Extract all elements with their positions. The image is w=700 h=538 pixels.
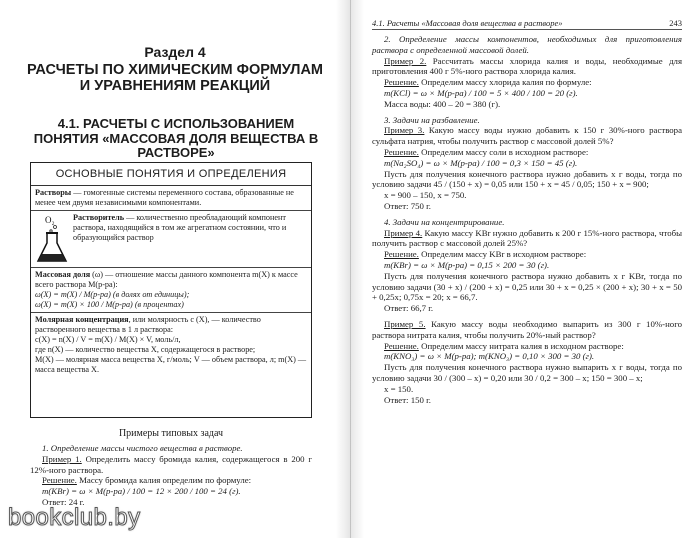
- example-5-solution: [372, 341, 682, 352]
- solvent-term: Растворитель: [73, 213, 125, 222]
- example-2-solution-text: Определим массу хлорида калия по формуле:: [418, 77, 592, 88]
- example-5-result: x = 150.: [384, 383, 414, 394]
- example-2-water: Масса воды: 400 – 20 = 380 (г).: [384, 98, 501, 109]
- example-2-statement: [372, 56, 682, 78]
- example-3-statement: [372, 125, 682, 147]
- mass-fraction-formula: ω(X) = m(X) × 100 / M(р-ра) (в процентах): [35, 300, 184, 309]
- section-title: РАСЧЕТЫ ПО ХИМИЧЕСКИМ ФОРМУЛАМ И УРАВНЕНИЯМ РЕАКЦИЙ: [27, 62, 323, 94]
- example-1-text: Определить массу бромида калия, содержащегося в 200 г 12%-ного раствора.: [30, 453, 312, 475]
- example-4-reasoning: Пусть для получения конечного раствора нужно добавить x г KBr, тогда по условию задачи (30 + x) / (200 + x) = 0,25 или 30 + x = 0,25 × (200 + x); 30 + x = 50 + 0,25x; 0,75x = 20; x = 66,7.: [372, 270, 682, 303]
- example-3-reasoning: Пусть для получения конечного раствора нужно добавить x г воды, тогда по условию задачи 45 / (150 + x) = 0,05 или 150 + x = 45 / 0,05; 150 + x = 900;: [372, 168, 682, 190]
- molarity-line: c(X) = n(X) / V = m(X) / M(X) × V, моль/л,: [35, 335, 181, 344]
- example-5-text: Какую массу воды необходимо выпарить из 300 г 10%-ного раствора нитрата калия, чтобы получить 20%-ный раствор?: [372, 318, 682, 340]
- example-5-statement: [372, 319, 682, 341]
- example-1-formula: m(KBr) = ω × M(р-ра) / 100 = 12 × 200 / 100 = 24 (г).: [42, 486, 241, 497]
- example-1-answer: Ответ: 24 г.: [42, 496, 85, 507]
- examples-title: Примеры типовых задач: [118, 428, 224, 439]
- mass-fraction-term: Массовая доля: [35, 270, 91, 279]
- right-page-body: [372, 34, 682, 405]
- example-3-answer: Ответ: 750 г.: [384, 200, 431, 211]
- definition-solutions: [31, 186, 311, 211]
- solution-label: Решение.: [42, 475, 77, 486]
- solutions-text: — гомогенные системы переменного состава, образованные не менее чем двумя независимыми компонентами.: [35, 188, 294, 207]
- molarity-line: где n(X) — количество вещества X, содержащегося в растворе;: [35, 345, 256, 354]
- task-3-heading: 3. Задачи на разбавление.: [384, 114, 480, 125]
- solution-label: Решение.: [384, 340, 419, 351]
- solution-label: Решение.: [384, 146, 419, 157]
- subsection-title: 4.1. РАСЧЕТЫ С ИСПОЛЬЗОВАНИЕМ ПОНЯТИЯ «МАССОВАЯ ДОЛЯ ВЕЩЕСТВА В РАСТВОРЕ»: [33, 116, 319, 160]
- definition-molarity: [31, 313, 311, 377]
- solution-label: Решение.: [384, 249, 419, 260]
- example-3-solution-text: Определим массу соли в исходном растворе:: [418, 146, 589, 157]
- example-3-result: x = 900 – 150, x = 750.: [384, 190, 467, 201]
- example-5-answer: Ответ: 150 г.: [384, 394, 431, 405]
- example-4-solution: [372, 249, 682, 260]
- example-3-formula: m(Na₂SO₄) = ω × M(р-ра) / 100 = 0,3 × 150 = 45 (г).: [384, 157, 578, 168]
- example-4-answer: Ответ: 66,7 г.: [384, 303, 434, 314]
- mass-fraction-text: (ω) — отношение массы данного компонента m(X) к массе всего раствора M(р-ра):: [35, 270, 298, 289]
- example-4-solution-text: Определим массу KBr в исходном растворе:: [418, 249, 587, 260]
- definition-solvent: [31, 211, 311, 268]
- solvent-text-block: [73, 213, 307, 243]
- example-2-label: Пример 2.: [384, 55, 427, 66]
- example-4-text: Какую массу KBr нужно добавить к 200 г 15%-ного раствора, чтобы получить раствор с массовой долей 25%?: [372, 227, 682, 249]
- example-5-reasoning: Пусть для получения конечного раствора нужно выпарить x г воды, тогда по условию задачи 30 / (300 – x) = 0,20 или 30 / 0,2 = 300 – x; 150 = 300 – x;: [372, 362, 682, 383]
- example-1-solution: [30, 475, 312, 486]
- task-1-heading: 1. Определение массы чистого вещества в растворе.: [42, 443, 243, 453]
- task-2-heading: 2. Определение массы компонентов, необходимых для приготовления раствора с определенной массовой долей.: [372, 34, 682, 55]
- example-5-formula: m(KNO₃) = ω × M(р-ра); m(KNO₃) = 0,10 × 300 = 30 (г).: [384, 351, 595, 362]
- example-4-formula: m(KBr) = ω × M(р-ра) = 0,15 × 200 = 30 (г).: [384, 259, 550, 270]
- section-heading: [20, 44, 330, 94]
- example-1-solution-text: Массу бромида калия определим по формуле:: [76, 475, 252, 486]
- running-head-title: 4.1. Расчеты «Массовая доля вещества в растворе»: [372, 18, 563, 28]
- example-2-text: Рассчитать массы хлорида калия и воды, необходимые для приготовления 400 г 5%-ного раствора хлорида калия.: [372, 55, 682, 77]
- example-3-label: Пример 3.: [384, 125, 425, 136]
- example-1-label: Пример 1.: [42, 453, 82, 464]
- definition-mass-fraction: [31, 268, 311, 313]
- definitions-box-header: ОСНОВНЫЕ ПОНЯТИЯ И ОПРЕДЕЛЕНИЯ: [31, 163, 311, 186]
- example-2-solution: [372, 77, 682, 88]
- definitions-box: [30, 162, 312, 418]
- task-4-heading: 4. Задачи на концентрирование.: [384, 216, 505, 227]
- flask-icon: [35, 213, 69, 265]
- page-number: 243: [669, 18, 682, 28]
- watermark: bookclub.by: [8, 504, 141, 531]
- example-3-solution: [372, 147, 682, 158]
- example-4-label: Пример 4.: [384, 227, 423, 238]
- molarity-term: Молярная концентрация: [35, 315, 129, 324]
- example-1-statement: [30, 454, 312, 476]
- molarity-line: M(X) — молярная масса вещества X, г/моль; V — объем раствора, л; m(X) — масса вещества X.: [35, 355, 307, 374]
- example-5-solution-text: Определим массу нитрата калия в исходном растворе:: [418, 340, 624, 351]
- solvent-text: — количественно преобладающий компонент раствора, находящийся в том же агрегатном состоянии, что и образующийся раствор: [73, 213, 287, 242]
- solution-label: Решение.: [384, 77, 419, 88]
- molarity-text: , или молярность с (X), — количество растворенного вещества в 1 л раствора:: [35, 315, 261, 334]
- section-number: Раздел 4: [144, 44, 206, 60]
- example-3-text: Какую массу воды нужно добавить к 150 г 30%-ного раствора сульфата натрия, чтобы получить раствор с массовой долей 5%?: [372, 125, 682, 147]
- flask-label: O₂: [45, 215, 55, 225]
- solutions-term: Растворы: [35, 188, 72, 197]
- example-1-block: [30, 443, 312, 508]
- example-2-formula: m(KCl) = ω × M(р-ра) / 100 = 5 × 400 / 100 = 20 (г).: [384, 87, 578, 98]
- example-5-label: Пример 5.: [384, 318, 426, 329]
- example-4-statement: [372, 228, 682, 250]
- running-head: [372, 18, 682, 30]
- mass-fraction-formula: ω(X) = m(X) / M(р-ра) (в долях от единицы);: [35, 290, 190, 299]
